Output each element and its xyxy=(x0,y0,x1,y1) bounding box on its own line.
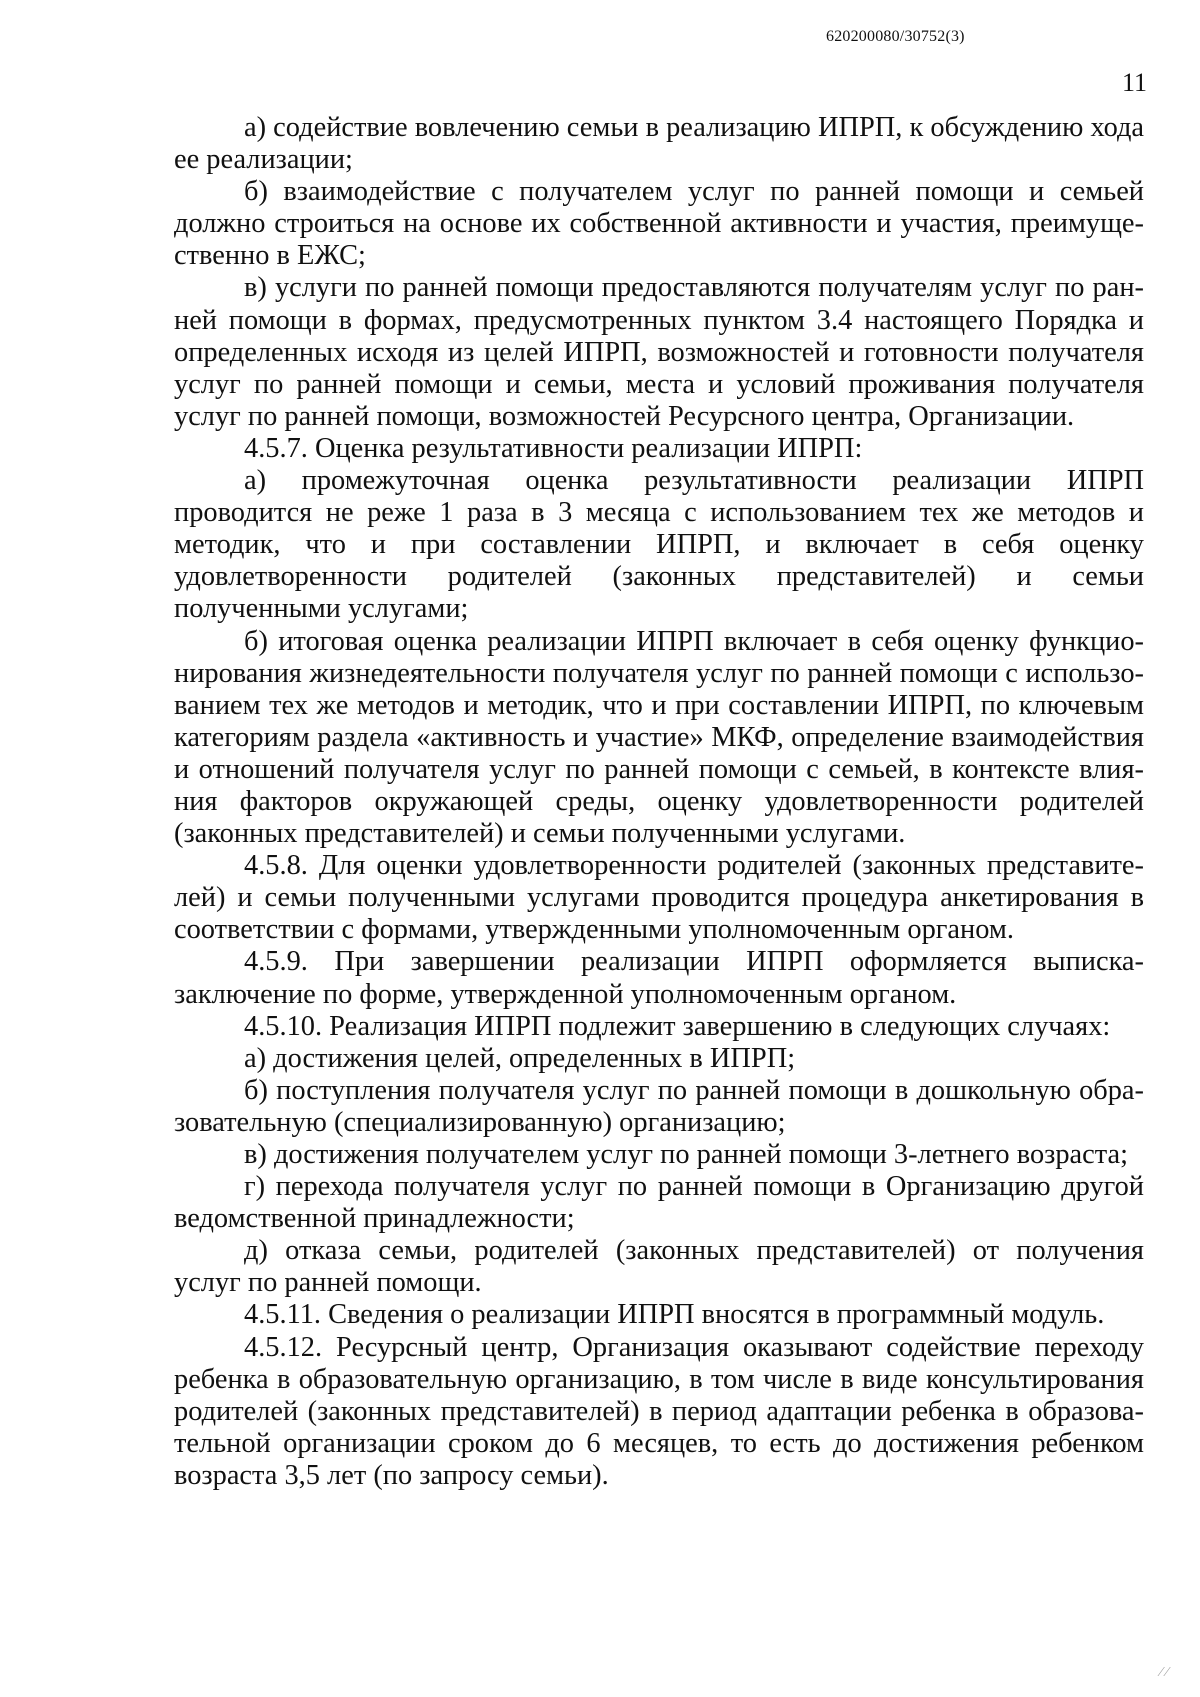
document-body xyxy=(174,112,1144,1492)
paragraph-4-5-12: 4.5.12. Ресурсный центр, Организация оказывают содействие переходу ребенка в образовательную организацию, в том числе в виде консультирования родителей (законных представителей) в период адаптации ребенка в образовательной организации сроком до 6 месяцев, то есть до достижения ребенком возраста 3,5 лет (по запросу семьи). xyxy=(174,1331,1144,1491)
paragraph: в) услуги по ранней помощи предоставляются получателям услуг по ранней помощи в формах, предусмотренных пунктом 3.4 настоящего Порядка и определенных исходя из целей ИПРП, возможностей и готовности получателя услуг по ранней помощи и семьи, места и условий проживания получателя услуг по ранней помощи, возможностей Ресурсного центра, Организации. xyxy=(174,272,1144,432)
document-id: 620200080/30752(3) xyxy=(826,28,965,45)
list-item: а) достижения целей, определенных в ИПРП; xyxy=(244,1042,796,1074)
paragraph: б) взаимодействие с получателем услуг по ранней помощи и семьей должно строиться на основе их собственной активности и участия, преимущественно в ЕЖС; xyxy=(174,176,1144,272)
paragraph: б) итоговая оценка реализации ИПРП включает в себя оценку функционирования жизнедеятельности получателя услуг по ранней помощи с использованием тех же методов и методик, что и при составлении ИПРП, по ключевым категориям раздела «активность и участие» МКФ, определение взаимодействия и отношений получателя услуг по ранней помощи с семьей, в контексте влияния факторов окружающей среды, оценку удовлетворенности родителей (законных представителей) и семьи полученными услугами. xyxy=(174,625,1144,850)
paragraph-4-5-9: 4.5.9. При завершении реализации ИПРП оформляется выписка-заключение по форме, утвержденной уполномоченным органом. xyxy=(174,946,1144,1010)
paragraph-4-5-11: 4.5.11. Сведения о реализации ИПРП вносятся в программный модуль. xyxy=(244,1299,1105,1331)
list-item: г) перехода получателя услуг по ранней помощи в Организацию другой ведомственной принадлежности; xyxy=(174,1171,1144,1235)
paragraph-4-5-10: 4.5.10. Реализация ИПРП подлежит завершению в следующих случаях: xyxy=(244,1010,1111,1042)
page-number: 11 xyxy=(1122,68,1148,97)
paragraph: а) промежуточная оценка результативности реализации ИПРП проводится не реже 1 раза в 3 месяца с использованием тех же методов и методик, что и при составлении ИПРП, и включает в себя оценку удовлетворенности родителей (законных представителей) и семьи полученными услугами; xyxy=(174,465,1144,625)
paragraph-4-5-8: 4.5.8. Для оценки удовлетворенности родителей (законных представителей) и семьи полученными услугами проводится процедура анкетирования в соответствии с формами, утвержденными уполномоченным органом. xyxy=(174,850,1144,946)
section-heading-4-5-7: 4.5.7. Оценка результативности реализации ИПРП: xyxy=(244,432,863,464)
paragraph: а) содействие вовлечению семьи в реализацию ИПРП, к обсуждению хода ее реализации; xyxy=(174,112,1144,176)
list-item: д) отказа семьи, родителей (законных представителей) от получения услуг по ранней помощи. xyxy=(174,1235,1144,1299)
scan-mark: ⁄ ⁄ xyxy=(1160,1665,1169,1680)
list-item: б) поступления получателя услуг по ранней помощи в дошкольную образовательную (специализированную) организацию; xyxy=(174,1074,1144,1138)
list-item: в) достижения получателем услуг по ранней помощи 3-летнего возраста; xyxy=(244,1139,1128,1170)
